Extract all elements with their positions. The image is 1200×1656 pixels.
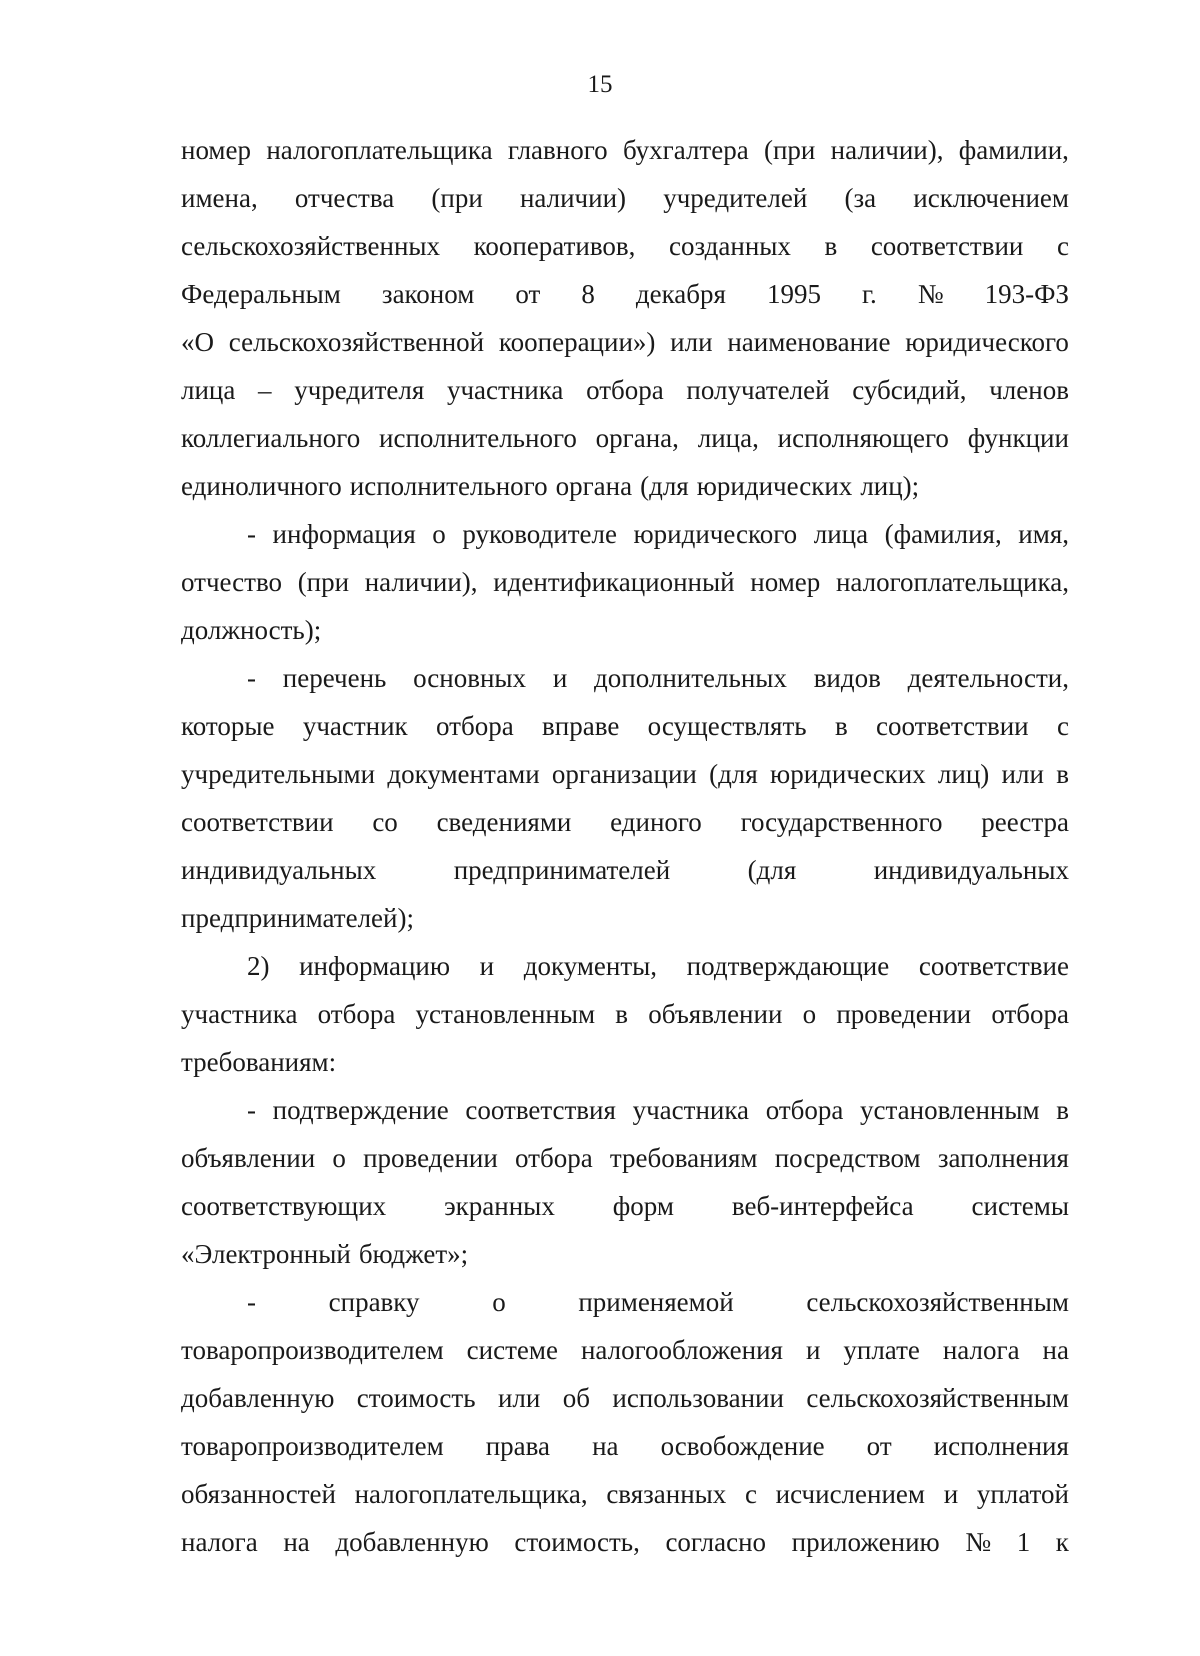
- text-line: [181, 366, 1069, 414]
- word: заполнения: [937, 1143, 1069, 1173]
- word: документами: [387, 759, 540, 789]
- word: лица,: [697, 423, 759, 453]
- word: учредителя: [294, 375, 425, 405]
- word: налогоплательщика: [266, 135, 493, 165]
- word: использовании: [612, 1383, 784, 1413]
- text-line: [181, 1230, 1069, 1278]
- word: (при: [431, 183, 483, 213]
- word: предпринимателей: [453, 855, 671, 885]
- word: экранных: [444, 1191, 555, 1221]
- word: дополнительных: [594, 663, 787, 693]
- word: стоимость: [356, 1383, 476, 1413]
- word: 2): [247, 951, 270, 981]
- word: главного: [507, 135, 608, 165]
- word: веб-интерфейса: [731, 1191, 914, 1221]
- word: созданных: [668, 231, 791, 261]
- text-line: [181, 1134, 1069, 1182]
- word: (при: [763, 135, 816, 165]
- word: посредством: [774, 1143, 921, 1173]
- word: г.: [862, 279, 877, 309]
- word: бюджет»;: [358, 1239, 469, 1269]
- word: –: [258, 375, 272, 405]
- word: объявлении: [648, 999, 783, 1029]
- text-line: [181, 510, 1069, 558]
- word: организации: [551, 759, 697, 789]
- word: сведениями: [436, 807, 572, 837]
- word: налога: [942, 1335, 1020, 1365]
- word: отбора: [436, 711, 514, 741]
- word: уплате: [843, 1335, 920, 1365]
- text-line: [181, 1518, 1069, 1566]
- word: в: [834, 711, 848, 741]
- word: в: [824, 231, 838, 261]
- word: исполнения: [933, 1431, 1069, 1461]
- word: учредительными: [181, 759, 376, 789]
- word: отчества: [294, 183, 395, 213]
- word: добавленную: [181, 1383, 335, 1413]
- word: членов: [989, 375, 1069, 405]
- word: исполнительного: [379, 423, 577, 453]
- word: информацию: [299, 951, 451, 981]
- word: руководителе: [462, 519, 617, 549]
- word: (для: [640, 471, 689, 501]
- text-line: [181, 990, 1069, 1038]
- word: государственного: [740, 807, 943, 837]
- word: (для: [747, 855, 797, 885]
- word: которые: [181, 711, 275, 741]
- text-line: [181, 1326, 1069, 1374]
- word: наличии),: [830, 135, 944, 165]
- word: предпринимателей);: [181, 903, 414, 933]
- word: налогоплательщика,: [835, 567, 1069, 597]
- word: проведении: [363, 1143, 498, 1173]
- text-line: [181, 126, 1069, 174]
- word: на: [283, 1527, 310, 1557]
- text-line: [181, 606, 1069, 654]
- word: добавленную: [335, 1527, 489, 1557]
- word: лица: [181, 375, 236, 405]
- word: юридических: [696, 471, 853, 501]
- word: участника: [181, 999, 298, 1029]
- word: «Электронный: [181, 1239, 351, 1269]
- text-line: [181, 1470, 1069, 1518]
- word: №: [917, 279, 944, 309]
- word: органа,: [595, 423, 679, 453]
- text-line: [181, 174, 1069, 222]
- word: проведении: [836, 999, 972, 1029]
- word: имена,: [181, 183, 258, 213]
- word: -: [247, 519, 256, 549]
- word: о: [802, 999, 817, 1029]
- word: или: [497, 1383, 541, 1413]
- word: законом: [381, 279, 475, 309]
- word: с: [1056, 711, 1069, 741]
- word: осуществлять: [647, 711, 807, 741]
- text-line: [181, 1086, 1069, 1134]
- word: подтверждение: [272, 1095, 449, 1125]
- word: участника: [446, 375, 564, 405]
- word: с: [1056, 231, 1069, 261]
- word: отбора: [991, 999, 1069, 1029]
- word: -: [247, 663, 256, 693]
- text-line: [181, 1374, 1069, 1422]
- word: идентификационный: [493, 567, 735, 597]
- word: соответствие: [918, 951, 1069, 981]
- word: органа: [555, 471, 633, 501]
- word: требованиям: [609, 1143, 758, 1173]
- word: от: [866, 1431, 892, 1461]
- word: подтверждающие: [686, 951, 890, 981]
- word: сельскохозяйственным: [806, 1287, 1069, 1317]
- word: юридических: [770, 759, 926, 789]
- document-body: [181, 126, 1069, 1566]
- word: налогоплательщика,: [354, 1479, 588, 1509]
- word: единого: [610, 807, 702, 837]
- word: (фамилия,: [884, 519, 1002, 549]
- word: «О: [181, 327, 214, 357]
- word: лица: [813, 519, 869, 549]
- text-line: [181, 702, 1069, 750]
- word: товаропроизводителем: [181, 1431, 444, 1461]
- word: в: [1056, 759, 1069, 789]
- word: в: [615, 999, 629, 1029]
- word: на: [592, 1431, 619, 1461]
- word: отбора: [317, 999, 396, 1029]
- word: единоличного: [181, 471, 342, 501]
- word: со: [372, 807, 398, 837]
- word: бухгалтера: [622, 135, 749, 165]
- word: видов: [813, 663, 881, 693]
- word: системы: [971, 1191, 1069, 1221]
- word: в: [1056, 1095, 1069, 1125]
- word: лиц);: [860, 471, 920, 501]
- word: исполнительного: [349, 471, 548, 501]
- word: исключением: [913, 183, 1069, 213]
- page-number: 15: [587, 71, 613, 98]
- word: к: [1055, 1527, 1069, 1557]
- word: учредителей: [663, 183, 808, 213]
- text-line: [181, 798, 1069, 846]
- text-line: [181, 222, 1069, 270]
- word: лиц): [937, 759, 990, 789]
- word: фамилии,: [958, 135, 1069, 165]
- word: (за: [844, 183, 877, 213]
- word: отчество: [181, 567, 283, 597]
- text-line: [181, 270, 1069, 318]
- text-line: [181, 1182, 1069, 1230]
- word: перечень: [282, 663, 387, 693]
- word: индивидуальных: [873, 855, 1069, 885]
- word: соответствия: [465, 1095, 616, 1125]
- word: функции: [967, 423, 1069, 453]
- word: документы,: [523, 951, 658, 981]
- word: участника: [632, 1095, 750, 1125]
- text-line: [181, 462, 1069, 510]
- word: 193-ФЗ: [984, 279, 1069, 309]
- text-line: [181, 1038, 1069, 1086]
- word: сельскохозяйственной: [228, 327, 485, 357]
- word: от: [515, 279, 541, 309]
- word: и: [943, 1479, 959, 1509]
- word: кооперативов,: [473, 231, 636, 261]
- word: применяемой: [578, 1287, 734, 1317]
- word: коллегиального: [181, 423, 361, 453]
- text-line: [181, 1422, 1069, 1470]
- word: наименование: [727, 327, 891, 357]
- word: (для: [709, 759, 758, 789]
- word: о: [432, 519, 446, 549]
- word: вправе: [542, 711, 620, 741]
- word: реестра: [981, 807, 1069, 837]
- word: индивидуальных: [181, 855, 377, 885]
- word: связанных: [606, 1479, 727, 1509]
- word: должность);: [181, 615, 322, 645]
- word: об: [562, 1383, 590, 1413]
- word: о: [332, 1143, 346, 1173]
- word: требованиям:: [181, 1047, 337, 1077]
- text-line: [181, 942, 1069, 990]
- word: отбора: [515, 1143, 593, 1173]
- word: или: [670, 327, 713, 357]
- word: субсидий,: [852, 375, 967, 405]
- word: установленным: [415, 999, 596, 1029]
- word: юридического: [633, 519, 798, 549]
- word: установленным: [860, 1095, 1040, 1125]
- word: и: [805, 1335, 821, 1365]
- text-line: [181, 894, 1069, 942]
- word: соответствии: [870, 231, 1024, 261]
- word: справку: [328, 1287, 420, 1317]
- word: наличии): [519, 183, 627, 213]
- word: имя,: [1018, 519, 1069, 549]
- word: соответствии: [876, 711, 1029, 741]
- text-line: [181, 846, 1069, 894]
- word: наличии),: [364, 567, 478, 597]
- word: номер: [750, 567, 821, 597]
- word: стоимость,: [514, 1527, 640, 1557]
- word: соответствии: [181, 807, 334, 837]
- text-line: [181, 558, 1069, 606]
- word: отбора: [765, 1095, 844, 1125]
- word: 1: [1016, 1527, 1031, 1557]
- text-line: [181, 1278, 1069, 1326]
- word: освобождение: [660, 1431, 825, 1461]
- word: 1995: [766, 279, 821, 309]
- word: №: [965, 1527, 992, 1557]
- word: (при: [297, 567, 350, 597]
- text-line: [181, 750, 1069, 798]
- word: основных: [413, 663, 527, 693]
- text-line: [181, 414, 1069, 462]
- word: кооперации»): [498, 327, 656, 357]
- word: сельскохозяйственным: [806, 1383, 1069, 1413]
- word: системе: [466, 1335, 558, 1365]
- word: участник: [302, 711, 408, 741]
- word: согласно: [665, 1527, 767, 1557]
- word: форм: [612, 1191, 674, 1221]
- word: уплатой: [976, 1479, 1069, 1509]
- word: исполняющего: [777, 423, 949, 453]
- word: налогообложения: [580, 1335, 783, 1365]
- word: объявлении: [181, 1143, 316, 1173]
- word: отбора: [586, 375, 664, 405]
- word: деятельности,: [907, 663, 1069, 693]
- word: Федеральным: [181, 279, 341, 309]
- word: декабря: [635, 279, 726, 309]
- word: -: [247, 1095, 256, 1125]
- word: информация: [272, 519, 416, 549]
- word: права: [485, 1431, 551, 1461]
- word: с: [744, 1479, 757, 1509]
- word: сельскохозяйственных: [181, 231, 441, 261]
- word: исчислением: [775, 1479, 925, 1509]
- word: получателей: [686, 375, 830, 405]
- word: или: [1001, 759, 1044, 789]
- text-line: [181, 318, 1069, 366]
- word: и: [479, 951, 495, 981]
- word: номер: [181, 135, 252, 165]
- word: соответствующих: [181, 1191, 387, 1221]
- word: о: [492, 1287, 506, 1317]
- word: -: [247, 1287, 256, 1317]
- word: приложению: [791, 1527, 940, 1557]
- word: на: [1042, 1335, 1069, 1365]
- word: обязанностей: [181, 1479, 336, 1509]
- word: 8: [581, 279, 595, 309]
- word: налога: [181, 1527, 258, 1557]
- word: товаропроизводителем: [181, 1335, 444, 1365]
- text-line: [181, 654, 1069, 702]
- word: юридического: [905, 327, 1069, 357]
- word: и: [552, 663, 568, 693]
